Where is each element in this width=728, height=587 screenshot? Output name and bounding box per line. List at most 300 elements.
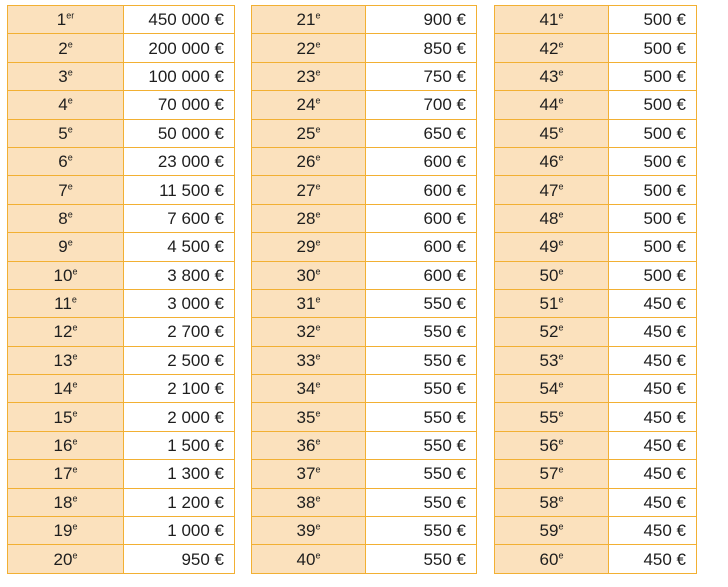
rank-cell bbox=[8, 261, 124, 289]
prize-amount: 11 500 € bbox=[124, 176, 235, 204]
rank-number: 45 bbox=[539, 123, 559, 143]
rank-cell bbox=[495, 147, 609, 175]
table-row bbox=[495, 147, 697, 175]
rank-ordinal-suffix: e bbox=[315, 38, 321, 49]
rank-cell bbox=[252, 488, 366, 516]
rank-number: 2 bbox=[58, 38, 68, 58]
prize-amount: 550 € bbox=[366, 517, 477, 545]
rank-number: 5 bbox=[58, 123, 68, 143]
rank-number: 41 bbox=[539, 10, 559, 30]
rank-ordinal-suffix: e bbox=[315, 464, 321, 475]
rank-number: 3 bbox=[58, 66, 68, 86]
rank-ordinal-suffix: er bbox=[66, 10, 75, 21]
rank-number: 32 bbox=[296, 322, 316, 342]
rank-ordinal-suffix: e bbox=[315, 436, 321, 447]
rank-number: 54 bbox=[539, 379, 559, 399]
rank-ordinal-suffix: e bbox=[67, 180, 73, 191]
rank-cell bbox=[252, 91, 366, 119]
rank-cell bbox=[495, 517, 609, 545]
table-row bbox=[8, 147, 235, 175]
rank-number: 47 bbox=[539, 180, 559, 200]
rank-cell bbox=[8, 460, 124, 488]
rank-number: 20 bbox=[53, 549, 73, 569]
rank-number: 13 bbox=[53, 350, 73, 370]
rank-ordinal-suffix: e bbox=[67, 152, 73, 163]
rank-cell bbox=[495, 34, 609, 62]
rank-cell bbox=[252, 119, 366, 147]
prize-amount: 500 € bbox=[609, 147, 697, 175]
prize-amount: 2 000 € bbox=[124, 403, 235, 431]
prize-amount: 500 € bbox=[609, 119, 697, 147]
prize-amount: 600 € bbox=[366, 147, 477, 175]
rank-number: 16 bbox=[53, 436, 73, 456]
prize-amount: 600 € bbox=[366, 176, 477, 204]
prize-amount: 50 000 € bbox=[124, 119, 235, 147]
table-row bbox=[495, 119, 697, 147]
table-row bbox=[495, 176, 697, 204]
rank-number: 28 bbox=[296, 208, 316, 228]
table-row bbox=[495, 34, 697, 62]
rank-cell bbox=[8, 62, 124, 90]
rank-number: 14 bbox=[53, 379, 73, 399]
rank-ordinal-suffix: e bbox=[315, 237, 321, 248]
rank-ordinal-suffix: e bbox=[72, 379, 78, 390]
rank-ordinal-suffix: e bbox=[558, 521, 564, 532]
rank-ordinal-suffix: e bbox=[315, 493, 321, 504]
rank-cell bbox=[8, 6, 124, 34]
table-row bbox=[8, 517, 235, 545]
rank-ordinal-suffix: e bbox=[558, 436, 564, 447]
prize-amount: 450 € bbox=[609, 403, 697, 431]
rank-cell bbox=[495, 289, 609, 317]
table-row bbox=[8, 545, 235, 573]
table-row bbox=[8, 289, 235, 317]
table-row bbox=[252, 460, 477, 488]
prize-amount: 700 € bbox=[366, 91, 477, 119]
rank-number: 25 bbox=[296, 123, 316, 143]
rank-ordinal-suffix: e bbox=[72, 408, 78, 418]
rank-number: 18 bbox=[53, 492, 73, 512]
rank-ordinal-suffix: e bbox=[72, 266, 78, 277]
rank-ordinal-suffix: e bbox=[315, 152, 321, 163]
table-row bbox=[8, 62, 235, 90]
prize-amount: 1 300 € bbox=[124, 460, 235, 488]
table-row bbox=[252, 318, 477, 346]
prize-amount: 70 000 € bbox=[124, 91, 235, 119]
table-row bbox=[252, 34, 477, 62]
rank-ordinal-suffix: e bbox=[558, 38, 564, 49]
rank-ordinal-suffix: e bbox=[315, 322, 321, 333]
rank-number: 46 bbox=[539, 152, 559, 172]
table-row bbox=[252, 204, 477, 232]
prize-table-ranks-41-60 bbox=[494, 5, 697, 574]
prize-amount: 450 € bbox=[609, 375, 697, 403]
prize-amount: 200 000 € bbox=[124, 34, 235, 62]
rank-ordinal-suffix: e bbox=[315, 408, 321, 418]
table-row bbox=[252, 62, 477, 90]
rank-ordinal-suffix: e bbox=[67, 38, 73, 49]
rank-number: 31 bbox=[296, 294, 316, 314]
prize-amount: 550 € bbox=[366, 460, 477, 488]
table-row bbox=[495, 261, 697, 289]
prize-amount: 950 € bbox=[124, 545, 235, 573]
prize-amount: 550 € bbox=[366, 545, 477, 573]
table-row bbox=[8, 318, 235, 346]
rank-ordinal-suffix: e bbox=[72, 521, 78, 532]
prize-amount: 750 € bbox=[366, 62, 477, 90]
rank-cell bbox=[8, 91, 124, 119]
rank-number: 6 bbox=[58, 152, 68, 172]
rank-number: 11 bbox=[54, 294, 72, 314]
rank-ordinal-suffix: e bbox=[315, 549, 321, 560]
rank-ordinal-suffix: e bbox=[67, 67, 73, 78]
rank-number: 38 bbox=[296, 492, 316, 512]
rank-number: 9 bbox=[58, 237, 68, 257]
rank-number: 55 bbox=[539, 407, 559, 427]
rank-cell bbox=[252, 545, 366, 573]
rank-number: 22 bbox=[296, 38, 316, 58]
rank-number: 40 bbox=[296, 549, 316, 569]
table-row bbox=[8, 431, 235, 459]
table-row bbox=[8, 6, 235, 34]
table-row bbox=[8, 261, 235, 289]
rank-cell bbox=[252, 176, 366, 204]
table-row bbox=[8, 34, 235, 62]
rank-cell bbox=[252, 147, 366, 175]
rank-ordinal-suffix: e bbox=[558, 493, 564, 504]
prize-amount: 500 € bbox=[609, 34, 697, 62]
rank-ordinal-suffix: e bbox=[315, 351, 321, 362]
table-row bbox=[495, 545, 697, 573]
table-row bbox=[252, 346, 477, 374]
rank-cell bbox=[495, 403, 609, 431]
table-row bbox=[252, 91, 477, 119]
table-row bbox=[8, 233, 235, 261]
prize-amount: 500 € bbox=[609, 176, 697, 204]
rank-number: 24 bbox=[296, 95, 316, 115]
rank-cell bbox=[252, 517, 366, 545]
rank-cell bbox=[252, 62, 366, 90]
rank-cell bbox=[495, 318, 609, 346]
rank-cell bbox=[8, 488, 124, 516]
prize-table-ranks-21-40 bbox=[251, 5, 477, 574]
prize-amount: 600 € bbox=[366, 233, 477, 261]
table-row bbox=[252, 147, 477, 175]
rank-ordinal-suffix: e bbox=[67, 237, 73, 248]
prize-amount: 500 € bbox=[609, 6, 697, 34]
rank-ordinal-suffix: e bbox=[315, 521, 321, 532]
rank-cell bbox=[8, 545, 124, 573]
rank-number: 51 bbox=[539, 294, 559, 314]
rank-cell bbox=[495, 176, 609, 204]
prize-amount: 23 000 € bbox=[124, 147, 235, 175]
table-row bbox=[495, 346, 697, 374]
rank-number: 15 bbox=[53, 407, 73, 427]
prize-amount: 450 € bbox=[609, 460, 697, 488]
table-row bbox=[495, 431, 697, 459]
prize-amount: 500 € bbox=[609, 204, 697, 232]
table-row bbox=[495, 289, 697, 317]
prize-amount: 2 500 € bbox=[124, 346, 235, 374]
rank-number: 37 bbox=[296, 464, 316, 484]
prize-amount: 850 € bbox=[366, 34, 477, 62]
rank-number: 35 bbox=[296, 407, 316, 427]
rank-cell bbox=[252, 289, 366, 317]
prize-amount: 2 700 € bbox=[124, 318, 235, 346]
rank-cell bbox=[8, 119, 124, 147]
prize-amount: 550 € bbox=[366, 318, 477, 346]
rank-ordinal-suffix: e bbox=[558, 10, 564, 21]
rank-ordinal-suffix: e bbox=[558, 464, 564, 475]
table-row bbox=[8, 204, 235, 232]
prize-amount: 600 € bbox=[366, 261, 477, 289]
rank-cell bbox=[495, 375, 609, 403]
prize-amount: 1 000 € bbox=[124, 517, 235, 545]
rank-cell bbox=[8, 431, 124, 459]
rank-number: 59 bbox=[539, 521, 559, 541]
prize-amount: 550 € bbox=[366, 289, 477, 317]
rank-cell bbox=[252, 375, 366, 403]
rank-ordinal-suffix: e bbox=[315, 209, 321, 220]
prize-amount: 900 € bbox=[366, 6, 477, 34]
rank-ordinal-suffix: e bbox=[558, 237, 564, 248]
rank-cell bbox=[495, 233, 609, 261]
rank-ordinal-suffix: e bbox=[558, 379, 564, 390]
rank-number: 50 bbox=[539, 265, 559, 285]
rank-cell bbox=[495, 204, 609, 232]
rank-number: 26 bbox=[296, 152, 316, 172]
rank-number: 8 bbox=[58, 208, 68, 228]
prize-amount: 450 € bbox=[609, 289, 697, 317]
rank-cell bbox=[495, 91, 609, 119]
rank-number: 48 bbox=[539, 208, 559, 228]
rank-number: 42 bbox=[539, 38, 559, 58]
rank-number: 52 bbox=[539, 322, 559, 342]
table-row bbox=[252, 261, 477, 289]
table-row bbox=[8, 488, 235, 516]
rank-ordinal-suffix: e bbox=[558, 322, 564, 333]
table-row bbox=[252, 375, 477, 403]
rank-ordinal-suffix: e bbox=[558, 152, 564, 163]
rank-ordinal-suffix: e bbox=[71, 294, 77, 305]
rank-cell bbox=[495, 6, 609, 34]
rank-cell bbox=[252, 233, 366, 261]
rank-cell bbox=[8, 147, 124, 175]
rank-ordinal-suffix: e bbox=[315, 10, 321, 21]
rank-number: 33 bbox=[296, 350, 316, 370]
rank-ordinal-suffix: e bbox=[558, 95, 564, 106]
table-row bbox=[252, 488, 477, 516]
prize-amount: 550 € bbox=[366, 488, 477, 516]
rank-ordinal-suffix: e bbox=[315, 124, 321, 135]
rank-cell bbox=[8, 403, 124, 431]
rank-ordinal-suffix: e bbox=[558, 408, 564, 418]
prize-amount: 1 200 € bbox=[124, 488, 235, 516]
rank-number: 34 bbox=[296, 379, 316, 399]
prize-amount: 450 000 € bbox=[124, 6, 235, 34]
prize-amount: 3 000 € bbox=[124, 289, 235, 317]
prize-amount: 500 € bbox=[609, 261, 697, 289]
prize-amount: 650 € bbox=[366, 119, 477, 147]
rank-cell bbox=[8, 289, 124, 317]
rank-ordinal-suffix: e bbox=[315, 180, 321, 191]
table-row bbox=[252, 233, 477, 261]
rank-ordinal-suffix: e bbox=[558, 266, 564, 277]
table-row bbox=[252, 176, 477, 204]
rank-number: 49 bbox=[539, 237, 559, 257]
rank-ordinal-suffix: e bbox=[315, 266, 321, 277]
rank-cell bbox=[8, 176, 124, 204]
rank-ordinal-suffix: e bbox=[315, 67, 321, 78]
table-row bbox=[8, 176, 235, 204]
rank-number: 53 bbox=[539, 350, 559, 370]
rank-cell bbox=[252, 204, 366, 232]
prize-amount: 2 100 € bbox=[124, 375, 235, 403]
rank-number: 56 bbox=[539, 436, 559, 456]
table-row bbox=[252, 119, 477, 147]
rank-number: 19 bbox=[53, 521, 73, 541]
table-row bbox=[252, 6, 477, 34]
prize-amount: 450 € bbox=[609, 431, 697, 459]
rank-ordinal-suffix: e bbox=[72, 351, 78, 362]
prize-amount: 1 500 € bbox=[124, 431, 235, 459]
table-row bbox=[495, 375, 697, 403]
rank-ordinal-suffix: e bbox=[558, 124, 564, 135]
prize-amount: 450 € bbox=[609, 517, 697, 545]
rank-ordinal-suffix: e bbox=[558, 294, 564, 305]
rank-cell bbox=[252, 346, 366, 374]
rank-cell bbox=[495, 261, 609, 289]
table-row bbox=[495, 6, 697, 34]
rank-cell bbox=[495, 460, 609, 488]
rank-cell bbox=[252, 431, 366, 459]
prize-amount: 4 500 € bbox=[124, 233, 235, 261]
rank-cell bbox=[8, 204, 124, 232]
rank-cell bbox=[495, 545, 609, 573]
prize-amount: 3 800 € bbox=[124, 261, 235, 289]
rank-number: 7 bbox=[58, 180, 68, 200]
rank-cell bbox=[8, 233, 124, 261]
rank-ordinal-suffix: e bbox=[315, 95, 321, 106]
rank-number: 12 bbox=[53, 322, 73, 342]
table-row bbox=[252, 431, 477, 459]
rank-ordinal-suffix: e bbox=[67, 95, 73, 106]
prize-amount: 100 000 € bbox=[124, 62, 235, 90]
rank-cell bbox=[8, 346, 124, 374]
rank-number: 30 bbox=[296, 265, 316, 285]
rank-cell bbox=[252, 403, 366, 431]
prize-amount: 550 € bbox=[366, 431, 477, 459]
prize-amount: 600 € bbox=[366, 204, 477, 232]
rank-number: 10 bbox=[53, 265, 73, 285]
rank-ordinal-suffix: e bbox=[72, 436, 78, 447]
table-row bbox=[8, 403, 235, 431]
table-row bbox=[495, 62, 697, 90]
rank-number: 27 bbox=[296, 180, 316, 200]
prize-table-ranks-1-20 bbox=[7, 5, 235, 574]
rank-cell bbox=[495, 488, 609, 516]
rank-cell bbox=[8, 318, 124, 346]
table-row bbox=[495, 460, 697, 488]
prize-amount: 450 € bbox=[609, 545, 697, 573]
rank-ordinal-suffix: e bbox=[315, 294, 321, 305]
prize-amount: 500 € bbox=[609, 62, 697, 90]
prize-amount: 550 € bbox=[366, 375, 477, 403]
rank-cell bbox=[8, 517, 124, 545]
rank-number: 4 bbox=[58, 95, 68, 115]
rank-ordinal-suffix: e bbox=[67, 124, 73, 135]
rank-number: 1 bbox=[56, 10, 67, 30]
rank-cell bbox=[495, 346, 609, 374]
rank-ordinal-suffix: e bbox=[558, 67, 564, 78]
prize-amount: 550 € bbox=[366, 346, 477, 374]
rank-cell bbox=[252, 261, 366, 289]
rank-ordinal-suffix: e bbox=[315, 379, 321, 390]
rank-number: 39 bbox=[296, 521, 316, 541]
table-row bbox=[8, 460, 235, 488]
rank-cell bbox=[252, 460, 366, 488]
rank-cell bbox=[252, 318, 366, 346]
prize-amount: 500 € bbox=[609, 91, 697, 119]
rank-ordinal-suffix: e bbox=[67, 209, 73, 220]
rank-number: 44 bbox=[539, 95, 559, 115]
table-row bbox=[252, 545, 477, 573]
rank-cell bbox=[495, 62, 609, 90]
rank-ordinal-suffix: e bbox=[558, 209, 564, 220]
table-row bbox=[495, 318, 697, 346]
rank-ordinal-suffix: e bbox=[558, 351, 564, 362]
table-row bbox=[252, 403, 477, 431]
rank-ordinal-suffix: e bbox=[72, 322, 78, 333]
rank-number: 21 bbox=[296, 10, 316, 30]
prize-amount: 450 € bbox=[609, 318, 697, 346]
table-row bbox=[495, 233, 697, 261]
table-row bbox=[8, 375, 235, 403]
rank-ordinal-suffix: e bbox=[72, 464, 78, 475]
rank-cell bbox=[252, 6, 366, 34]
table-row bbox=[495, 517, 697, 545]
rank-number: 17 bbox=[53, 464, 73, 484]
rank-cell bbox=[252, 34, 366, 62]
rank-cell bbox=[8, 34, 124, 62]
prize-amount: 450 € bbox=[609, 488, 697, 516]
table-row bbox=[8, 346, 235, 374]
rank-cell bbox=[8, 375, 124, 403]
rank-number: 36 bbox=[296, 436, 316, 456]
table-row bbox=[495, 488, 697, 516]
rank-number: 58 bbox=[539, 492, 559, 512]
prize-amount: 7 600 € bbox=[124, 204, 235, 232]
rank-cell bbox=[495, 119, 609, 147]
rank-number: 43 bbox=[539, 66, 559, 86]
table-row bbox=[495, 403, 697, 431]
table-row bbox=[252, 517, 477, 545]
prize-amount: 500 € bbox=[609, 233, 697, 261]
table-row bbox=[495, 204, 697, 232]
rank-number: 29 bbox=[296, 237, 316, 257]
rank-number: 57 bbox=[539, 464, 559, 484]
rank-ordinal-suffix: e bbox=[558, 549, 564, 560]
table-row bbox=[252, 289, 477, 317]
rank-number: 60 bbox=[539, 549, 559, 569]
rank-ordinal-suffix: e bbox=[72, 493, 78, 504]
table-row bbox=[8, 91, 235, 119]
rank-cell bbox=[495, 431, 609, 459]
rank-number: 23 bbox=[296, 66, 316, 86]
prize-amount: 550 € bbox=[366, 403, 477, 431]
rank-ordinal-suffix: e bbox=[72, 549, 78, 560]
table-row bbox=[8, 119, 235, 147]
